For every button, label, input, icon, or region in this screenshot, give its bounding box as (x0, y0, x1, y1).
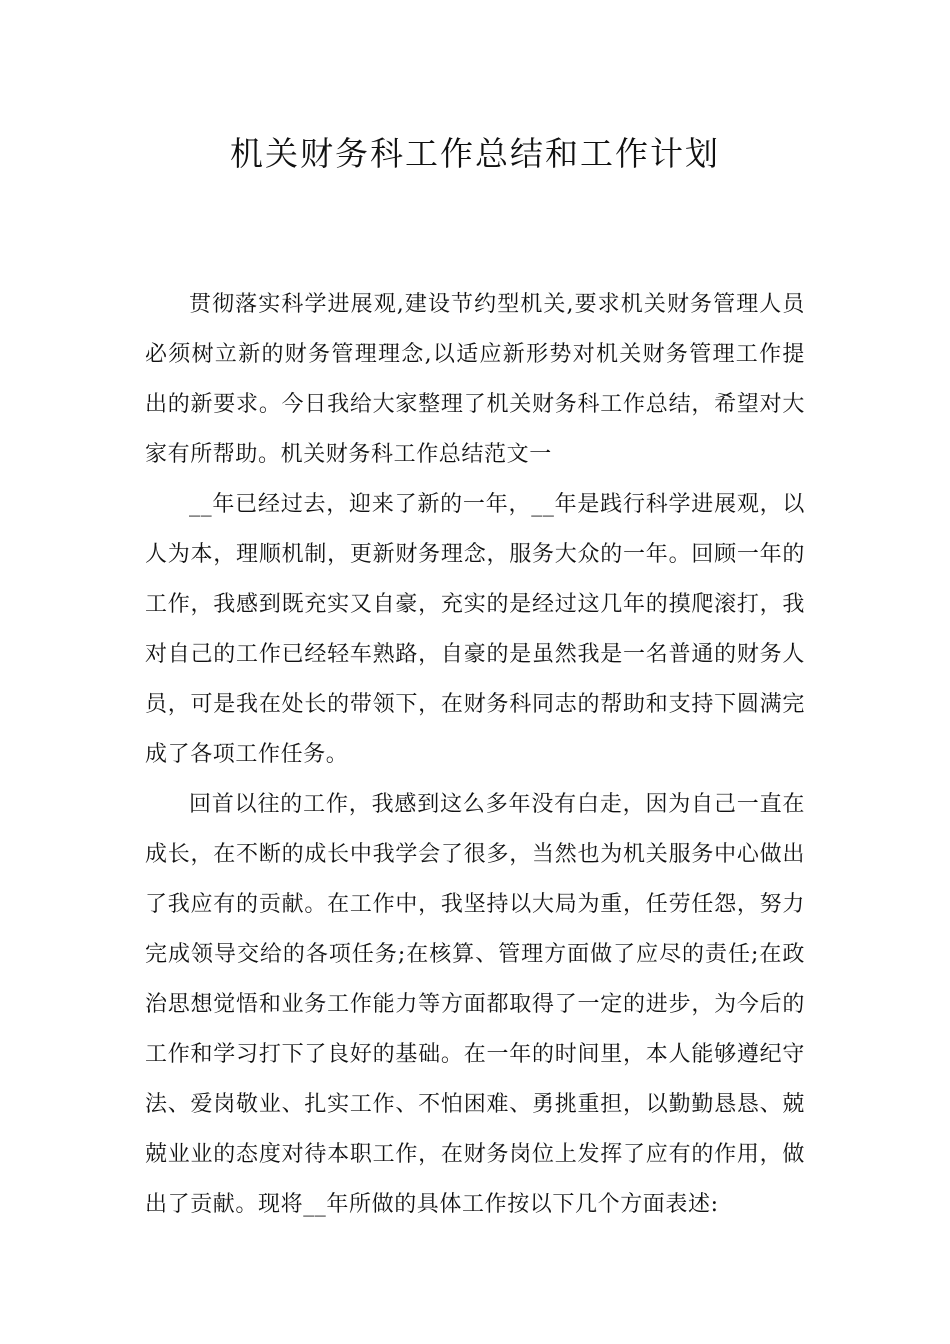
document-body (145, 280, 805, 1230)
paragraph-work-retrospective: 回首以往的工作，我感到这么多年没有白走，因为自己一直在成长，在不断的成长中我学会了很多，当然也为机关服务中心做出了我应有的贡献。在工作中，我坚持以大局为重，任劳任怨，努力完成领导交给的各项任务;在核算、管理方面做了应尽的责任;在政治思想觉悟和业务工作能力等方面都取得了一定的进步，为今后的工作和学习打下了良好的基础。在一年的时间里，本人能够遵纪守法、爱岗敬业、扎实工作、不怕困难、勇挑重担，以勤勤恳恳、兢兢业业的态度对待本职工作，在财务岗位上发挥了应有的作用，做出了贡献。现将__年所做的具体工作按以下几个方面表述: (145, 792, 805, 1217)
paragraph-year-review: __年已经过去，迎来了新的一年，__年是践行科学进展观，以人为本，理顺机制，更新财务理念，服务大众的一年。回顾一年的工作，我感到既充实又自豪，充实的是经过这几年的摸爬滚打，我对自己的工作已经轻车熟路，自豪的是虽然我是一名普通的财务人员，可是我在处长的带领下，在财务科同志的帮助和支持下圆满完成了各项工作任务。 (145, 492, 805, 767)
paragraph-intro: 贯彻落实科学进展观,建设节约型机关,要求机关财务管理人员必须树立新的财务管理理念,以适应新形势对机关财务管理工作提出的新要求。今日我给大家整理了机关财务科工作总结，希望对大家有所帮助。机关财务科工作总结范文一 (145, 292, 805, 467)
document-title: 机关财务科工作总结和工作计划 (230, 134, 720, 173)
